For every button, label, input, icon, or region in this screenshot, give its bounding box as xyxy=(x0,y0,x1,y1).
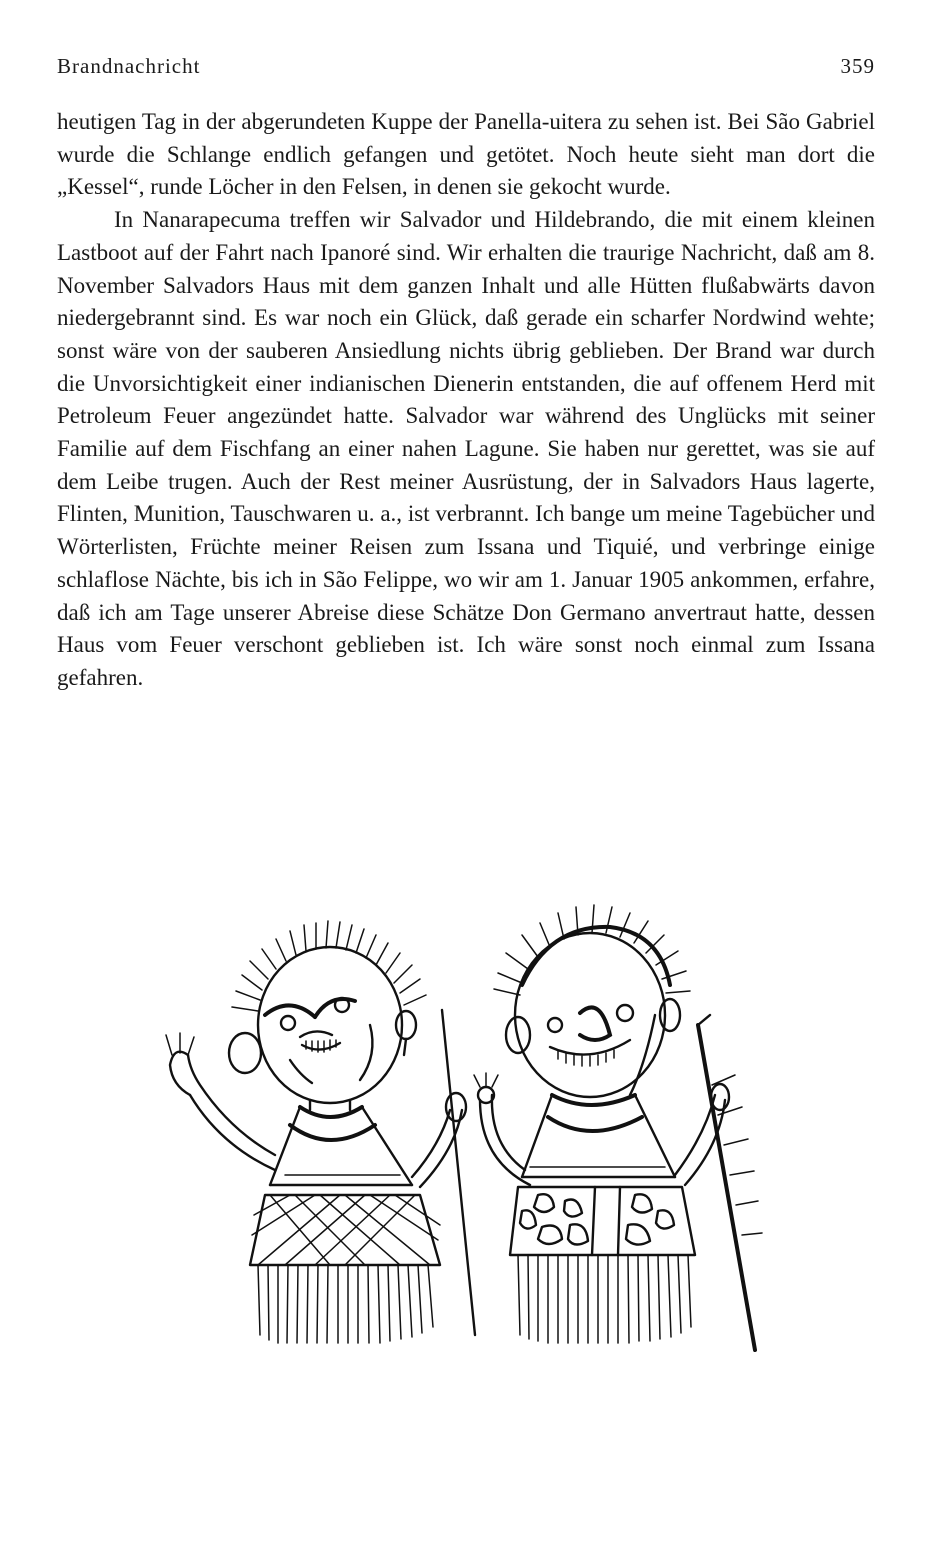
page-number: 359 xyxy=(840,54,875,78)
indigenous-drawing-two-figures xyxy=(150,895,790,1365)
paragraph-continuation: heutigen Tag in der abgerundeten Kuppe der Panella-uitera zu sehen ist. Bei São Gabriel wurde die Schlange endlich gefangen und getötet. Noch heute sieht man dort die „Kessel“, runde Löcher in den Felsen, in denen sie gekocht wurde. xyxy=(57,109,875,200)
paragraph-fire-news: In Nanarapecuma treffen wir Salvador und Hildebrando, die mit einem kleinen Lastboot auf der Fahrt nach Ipanoré sind. Wir erhalten die traurige Nachricht, daß am 8. November Salvadors Haus mit dem ganzen Inhalt und alle Hütten flußabwärts davon niedergebrannt sind. Es war noch ein Glück, daß gerade ein scharfer Nordwind wehte; sonst wäre von der sauberen Ansiedlung nichts übrig geblieben. Der Brand war durch die Unvorsichtigkeit einer indianischen Dienerin entstanden, die auf offenem Herd mit Petroleum Feuer angezündet hatte. Salvador war während des Unglücks mit seiner Familie auf dem Fischfang an einer nahen Lagune. Sie haben nur gerettet, was sie auf dem Leibe trugen. Auch der Rest meiner Ausrüstung, der in Salvadors Haus lagerte, Flinten, Munition, Tauschwaren u. a., ist verbrannt. Ich bange um meine Tagebücher und Wörterlisten, Früchte meiner Reisen zum Issana und Tiquié, und verbringe einige schlaflose Nächte, bis ich in São Felippe, wo wir am 1. Januar 1905 ankommen, erfahre, daß ich am Tage unserer Abreise diese Schätze Don Germano anvertraut hatte, dessen Haus vom Feuer verschont geblieben ist. Ich wäre sonst noch einmal zum Issana gefahren. xyxy=(57,207,875,690)
right-figure xyxy=(474,905,762,1350)
running-header xyxy=(57,54,875,84)
line-drawing xyxy=(150,895,790,1365)
running-title: Brandnachricht xyxy=(57,54,201,78)
left-figure xyxy=(166,921,475,1343)
body-text xyxy=(57,106,875,695)
